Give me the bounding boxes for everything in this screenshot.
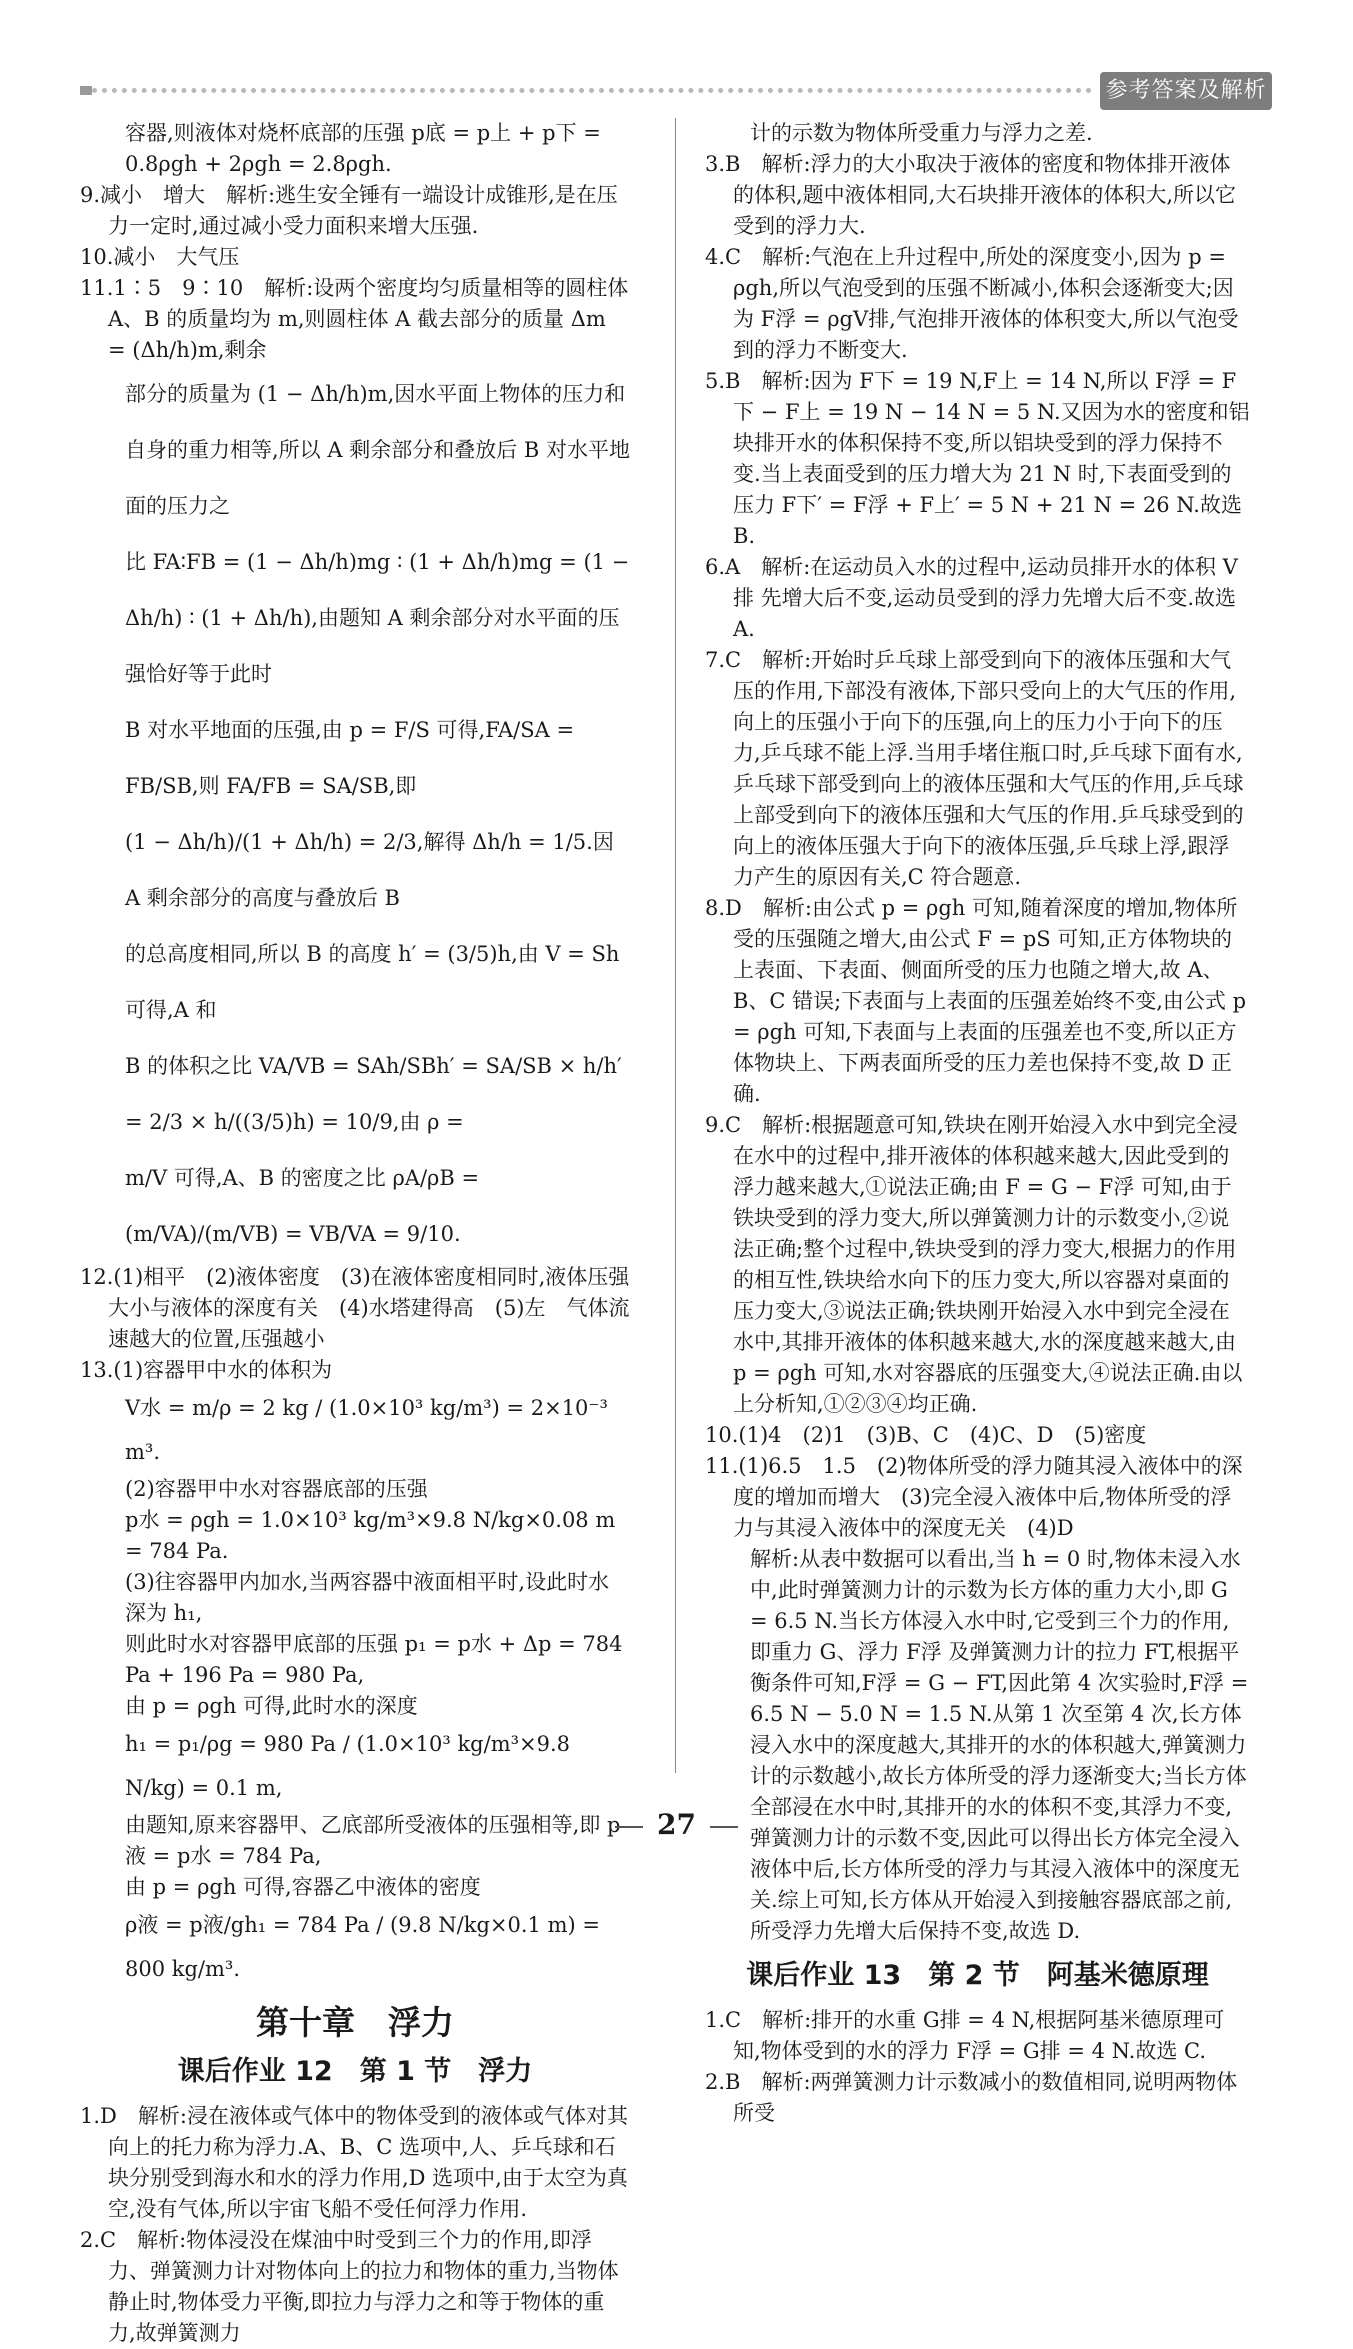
answer-paragraph: 计的示数为物体所受重力与浮力之差. — [750, 121, 1093, 145]
answer-paragraph: 6.A 解析:在运动员入水的过程中,运动员排开水的体积 V排 先增大后不变,运动员受到的浮力先增大后不变.故选 A. — [705, 555, 1238, 641]
answer-paragraph: 5.B 解析:因为 F下 = 19 N,F上 = 14 N,所以 F浮 = F下 − F上 = 19 N − 14 N = 5 N.又因为水的密度和铝块排开水的体积保持不变,所以铝块受到的浮力保持不变.当上表面受到的压力增大为 21 N 时,下表面受到的压力 F下′ = F浮 + F上′ = 5 N + 21 N = 26 N.故选 B. — [705, 369, 1250, 548]
answer-paragraph: 12.(1)相平 (2)液体密度 (3)在液体密度相同时,液体压强大小与液体的深度有关 (4)水塔建得高 (5)左 气体流速越大的位置,压强越小 — [80, 1265, 630, 1351]
answer-paragraph: 4.C 解析:气泡在上升过程中,所处的深度变小,因为 p = ρgh,所以气泡受到的压强不断减小,体积会逐渐变大;因为 F浮 = ρgV排,气泡排开液体的体积变大,所以气泡受到的浮力不断变大. — [705, 245, 1239, 362]
page-number: 27 — [657, 1808, 696, 1841]
answer-paragraph: V水 = m/ρ = 2 kg / (1.0×10³ kg/m³) = 2×10⁻³ m³. — [125, 1396, 608, 1464]
answer-paragraph: B 对水平地面的压强,由 p = F/S 可得,FA/SA = FB/SB,则 FA/FB = SA/SB,即 — [125, 718, 575, 798]
answer-paragraph: 1.C 解析:排开的水重 G排 = 4 N,根据阿基米德原理可知,物体受到的水的浮力 F浮 = G排 = 4 N.故选 C. — [705, 2008, 1225, 2063]
answer-paragraph: p水 = ρgh = 1.0×10³ kg/m³×9.8 N/kg×0.08 m = 784 Pa. — [125, 1508, 616, 1563]
column-divider — [675, 118, 676, 1773]
answer-paragraph: 8.D 解析:由公式 p = ρgh 可知,随着深度的增加,物体所受的压强随之增大,由公式 F = pS 可知,正方体物块的上表面、下表面、侧面所受的压力也随之增大,故 A、B、C 错误;下表面与上表面的压强差始终不变,由公式 p = ρgh 可知,下表面与上表面的压强差也不变,所以正方体物块上、下两表面所受的压力差也保持不变,故 D 正确. — [705, 896, 1247, 1106]
answer-paragraph: 部分的质量为 (1 − Δh/h)m,因水平面上物体的压力和自身的重力相等,所以 A 剩余部分和叠放后 B 对水平地面的压力之 — [125, 382, 630, 518]
answer-paragraph: 由 p = ρgh 可得,容器乙中液体的密度 — [125, 1875, 481, 1899]
answer-paragraph: 比 FA∶FB = (1 − Δh/h)mg ∶ (1 + Δh/h)mg = (1 − Δh/h) ∶ (1 + Δh/h),由题知 A 剩余部分对水平面的压强恰好等于此时 — [125, 550, 630, 686]
answer-paragraph: 2.B 解析:两弹簧测力计示数减小的数值相同,说明两物体所受 — [705, 2070, 1238, 2125]
left-answers-2 — [80, 2101, 630, 2349]
answer-paragraph: 9.C 解析:根据题意可知,铁块在刚开始浸入水中到完全浸在水中的过程中,排开液体的体积越来越大,因此受到的浮力越来越大,①说法正确;由 F = G − F浮 可知,由于铁块受到的浮力变大,所以弹簧测力计的示数变小,②说法正确;整个过程中,铁块受到的浮力变大,根据力的作用的相互性,铁块给水向下的压力变大,所以容器对桌面的压力变大,③说法正确;铁块刚开始浸入水中到完全浸在水中,其排开液体的体积越来越大,水的深度越来越大,由 p = ρgh 可知,水对容器底的压强变大,④说法正确.由以上分析知,①②③④均正确. — [705, 1113, 1243, 1416]
answer-paragraph: 1.D 解析:浸在液体或气体中的物体受到的液体或气体对其向上的托力称为浮力.A、B、C 选项中,人、乒乓球和石块分别受到海水和水的浮力作用,D 选项中,由于太空为真空,没有气体,所以宇宙飞船不受任何浮力作用. — [80, 2104, 628, 2221]
answer-paragraph: ρ液 = p液/gh₁ = 784 Pa / (9.8 N/kg×0.1 m) = 800 kg/m³. — [125, 1913, 600, 1981]
answer-paragraph: 由 p = ρgh 可得,此时水的深度 — [125, 1694, 418, 1718]
answer-paragraph: 容器,则液体对烧杯底部的压强 p底 = p上 + p下 = 0.8ρgh + 2ρgh = 2.8ρgh. — [125, 121, 601, 176]
header-dotted-rule — [92, 88, 1092, 93]
answer-paragraph: h₁ = p₁/ρg = 980 Pa / (1.0×10³ kg/m³×9.8 N/kg) = 0.1 m, — [125, 1732, 571, 1800]
left-column — [80, 118, 630, 2349]
answer-paragraph: (3)往容器甲内加水,当两容器中液面相平时,设此时水深为 h₁, — [125, 1570, 610, 1625]
answer-paragraph: 则此时水对容器甲底部的压强 p₁ = p水 + Δp = 784 Pa + 196 Pa = 980 Pa, — [125, 1632, 623, 1687]
answer-paragraph: 10.减小 大气压 — [80, 245, 240, 269]
footer-dash-right — [710, 1826, 738, 1828]
page-footer — [0, 1808, 1353, 1841]
header-rule-cap — [80, 86, 92, 95]
answer-paragraph: 3.B 解析:浮力的大小取决于液体的密度和物体排开液体的体积,题中液体相同,大石块排开液体的体积大,所以它受到的浮力大. — [705, 152, 1237, 238]
answer-paragraph: 2.C 解析:物体浸没在煤油中时受到三个力的作用,即浮力、弹簧测力计对物体向上的拉力和物体的重力,当物体静止时,物体受力平衡,即拉力与浮力之和等于物体的重力,故弹簧测力 — [80, 2228, 619, 2345]
footer-dash-left — [615, 1826, 643, 1828]
answer-paragraph: (1 − Δh/h)/(1 + Δh/h) = 2/3,解得 Δh/h = 1/5.因 A 剩余部分的高度与叠放后 B — [125, 830, 614, 910]
section-title-13: 课后作业 13 第 2 节 阿基米德原理 — [746, 1960, 1209, 1991]
chapter-title: 第十章 浮力 — [256, 2003, 454, 2042]
answer-paragraph: 11.1∶5 9∶10 解析:设两个密度均匀质量相等的圆柱体 A、B 的质量均为 m,则圆柱体 A 截去部分的质量 Δm = (Δh/h)m,剩余 — [80, 276, 629, 362]
answer-paragraph: 11.(1)6.5 1.5 (2)物体所受的浮力随其浸入液体中的深度的增加而增大 (3)完全浸入液体中后,物体所受的浮力与其浸入液体中的深度无关 (4)D — [705, 1454, 1243, 1540]
answer-paragraph: 7.C 解析:开始时乒乓球上部受到向下的液体压强和大气压的作用,下部没有液体,下部只受向上的大气压的作用,向上的压强小于向下的压强,向上的压力小于向下的压力,乒乓球不能上浮.当用手堵住瓶口时,乒乓球下面有水,乒乓球下部受到向上的液体压强和大气压的作用,乒乓球上部受到向下的液体压强和大气压的作用.乒乓球受到的向上的液体压强大于向下的液体压强,乒乓球上浮,跟浮力产生的原因有关,C 符合题意. — [705, 648, 1244, 889]
right-answers-2 — [705, 2005, 1250, 2129]
answer-paragraph: 13.(1)容器甲中水的体积为 — [80, 1358, 333, 1382]
answer-paragraph: (2)容器甲中水对容器底部的压强 — [125, 1477, 428, 1501]
answer-paragraph: 10.(1)4 (2)1 (3)B、C (4)C、D (5)密度 — [705, 1423, 1147, 1447]
answer-paragraph: 9.减小 增大 解析:逃生安全锤有一端设计成锥形,是在压力一定时,通过减小受力面积来增大压强. — [80, 183, 618, 238]
left-answers — [80, 118, 630, 1991]
section-title-12: 课后作业 12 第 1 节 浮力 — [177, 2056, 533, 2087]
answer-paragraph: B 的体积之比 VA/VB = SAh/SBh′ = SA/SB × h/h′ = 2/3 × h/((3/5)h) = 10/9,由 ρ = — [125, 1054, 622, 1134]
right-answers — [705, 118, 1250, 1947]
answer-paragraph: 的总高度相同,所以 B 的高度 h′ = (3/5)h,由 V = Sh 可得,A 和 — [125, 942, 620, 1022]
answer-paragraph: 由题知,原来容器甲、乙底部所受液体的压强相等,即 p液 = p水 = 784 Pa, — [125, 1813, 621, 1868]
answer-paragraph: 解析:从表中数据可以看出,当 h = 0 时,物体未浸入水中,此时弹簧测力计的示数为长方体的重力大小,即 G = 6.5 N.当长方体浸入水中时,它受到三个力的作用,即重力 G、浮力 F浮 及弹簧测力计的拉力 FT,根据平衡条件可知,F浮 = G − FT,因此第 4 次实验时,F浮 = 6.5 N − 5.0 N = 1.5 N.从第 1 次至第 4 次,长方体浸入水中的深度越大,其排开的水的体积越大,弹簧测力计的示数越小,故长方体所受的浮力逐渐变大;当长方体全部浸在水中时,其排开的水的体积不变,其浮力不变,弹簧测力计的示数不变,因此可以得出长方体完全浸入液体中后,长方体所受的浮力与其浸入液体中的深度无关.综上可知,长方体从开始浸入到接触容器底部之前,所受浮力先增大后保持不变,故选 D. — [750, 1547, 1249, 1943]
header-tag: 参考答案及解析 — [1100, 72, 1272, 110]
answer-paragraph: m/V 可得,A、B 的密度之比 ρA/ρB = (m/VA)/(m/VB) = VB/VA = 9/10. — [125, 1166, 480, 1246]
